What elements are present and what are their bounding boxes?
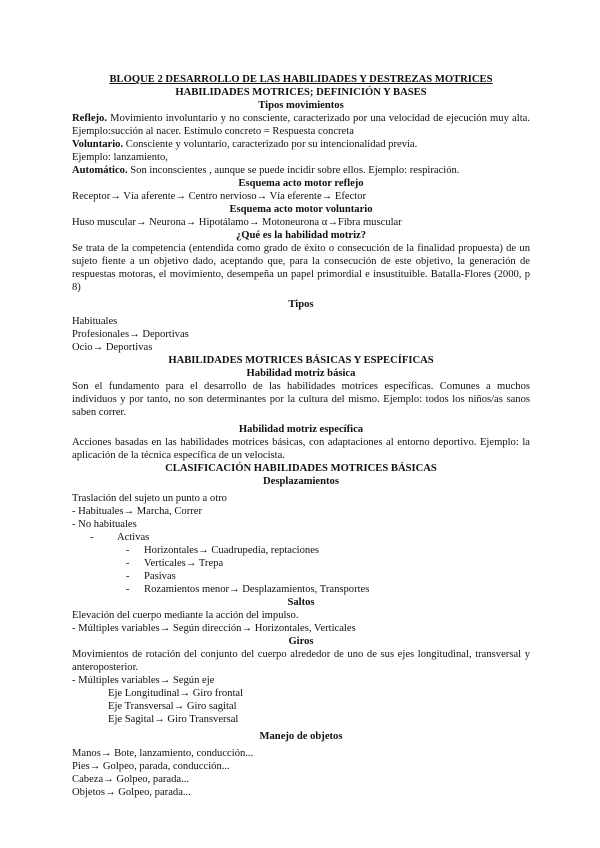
def-automatico: [72, 164, 530, 177]
list-item-sub: [72, 570, 530, 583]
text-voluntario: Consciente y voluntario, caracterizado por su intencionalidad previa.: [123, 139, 418, 150]
giros-item: - Múltiples variables→ Según eje: [72, 675, 215, 686]
que-es-text: Se trata de la competencia (entendida como grado de éxito o consecución de la finalidad propuesta) de un sujeto fiente a un objetivo dado, aceptando que, para la consecución de este objetivo, la generación de respuestas motoras, el movimiento, desempeña un papel primordial e insustituible. Batalla-Flores (2000, p 8): [72, 243, 530, 293]
bullet-mark: -: [90, 532, 94, 543]
bullet-mark: -: [126, 545, 130, 556]
giros-eje: Eje Sagital→ Giro Transversal: [108, 714, 239, 725]
heading-que-es: ¿Qué es la habilidad motriz?: [235, 230, 367, 241]
esquema-reflejo: Receptor→ Vía aferente→ Centro nervioso→ Vía eferente→ Efector: [72, 191, 367, 202]
term-reflejo: Reflejo.: [72, 113, 107, 124]
voluntario-ejemplo: Ejemplo: lanzamiento,: [72, 152, 168, 163]
list-item-label: Rozamientos menor→ Desplazamientos, Transportes: [144, 584, 370, 595]
heading-habilidad-especifica: Habilidad motriz específica: [238, 424, 364, 435]
heading-tipos-movimientos: Tipos movimientos: [258, 100, 344, 111]
text-reflejo: Movimiento involuntario y no consciente, caracterizado por una velocidad de ejecución muy alta. Ejemplo:succión al nacer. Estímulo concreto = Respuesta concreta: [72, 113, 530, 137]
bullet-mark: -: [126, 571, 130, 582]
manejo-item: Cabeza→ Golpeo, parada...: [72, 774, 190, 785]
heading-basicas-especificas: HABILIDADES MOTRICES BÁSICAS Y ESPECÍFICAS: [168, 355, 434, 366]
desplazamientos-item: - No habituales: [72, 519, 137, 530]
heading-desplazamientos: Desplazamientos: [263, 476, 339, 487]
bullet-mark: -: [126, 584, 130, 595]
desplazamientos-item: - Habituales→ Marcha, Correr: [72, 506, 203, 517]
heading-giros: Giros: [288, 636, 314, 647]
document-subtitle: HABILIDADES MOTRICES; DEFINICIÓN Y BASES: [175, 87, 427, 98]
heading-habilidad-basica: Habilidad motriz básica: [246, 368, 356, 379]
heading-esquema-reflejo: Esquema acto motor reflejo: [238, 178, 364, 189]
giros-eje: Eje Longitudinal→ Giro frontal: [108, 688, 244, 699]
saltos-item: - Múltiples variables→ Según dirección→ Horizontales, Verticales: [72, 623, 356, 634]
desplazamientos-intro: Traslación del sujeto un punto a otro: [72, 493, 227, 504]
giros-eje: Eje Transversal→ Giro sagital: [108, 701, 237, 712]
especifica-text: Acciones basadas en las habilidades motrices básicas, con adaptaciones al entorno deportivo. Ejemplo: la aplicación de la técnica específica de un velocista.: [72, 437, 530, 461]
heading-saltos: Saltos: [287, 597, 315, 608]
def-voluntario: [72, 138, 530, 151]
manejo-item: Pies→ Golpeo, parada, conducción...: [72, 761, 230, 772]
list-item-activas: [72, 531, 530, 544]
term-voluntario: Voluntario.: [72, 139, 124, 150]
basica-text: Son el fundamento para el desarrollo de las habilidades motrices específicas. Comunes a muchos individuos y por tanto, no son determinantes por la cultura del mismo. Ejemplo: todos los niños/as sanos saben correr.: [72, 381, 530, 418]
manejo-item: Objetos→ Golpeo, parada...: [72, 787, 191, 798]
list-item-label: Verticales→ Trepa: [144, 558, 224, 569]
tipo-item: Profesionales→ Deportivas: [72, 329, 189, 340]
bullet-mark: -: [126, 558, 130, 569]
document-title: BLOQUE 2 DESARROLLO DE LAS HABILIDADES Y DESTREZAS MOTRICES: [109, 74, 493, 85]
list-item-label: Pasivas: [144, 571, 176, 582]
list-item-sub: [72, 583, 530, 596]
list-item-sub: [72, 557, 530, 570]
list-item-label: Activas: [117, 532, 150, 543]
manejo-item: Manos→ Bote, lanzamiento, conducción...: [72, 748, 254, 759]
esquema-voluntario: Huso muscular→ Neurona→ Hipotálamo→ Motoneurona α→Fibra muscular: [72, 217, 402, 228]
def-reflejo: [72, 112, 530, 138]
list-item-sub: [72, 544, 530, 557]
heading-manejo-objetos: Manejo de objetos: [259, 731, 343, 742]
heading-esquema-voluntario: Esquema acto motor voluntario: [229, 204, 373, 215]
term-automatico: Automático.: [72, 165, 128, 176]
giros-intro: Movimientos de rotación del conjunto del cuerpo alrededor de uno de sus ejes longitudinal, transversal y anteroposterior.: [72, 649, 530, 673]
tipo-item: Ocio→ Deportivas: [72, 342, 153, 353]
heading-tipos: Tipos: [288, 299, 314, 310]
tipo-item: Habituales: [72, 316, 118, 327]
heading-clasificacion: CLASIFICACIÓN HABILIDADES MOTRICES BÁSICAS: [165, 463, 437, 474]
list-item-label: Horizontales→ Cuadrupedia, reptaciones: [144, 545, 320, 556]
saltos-intro: Elevación del cuerpo mediante la acción del impulso.: [72, 610, 299, 621]
text-automatico: Son inconscientes , aunque se puede incidir sobre ellos. Ejemplo: respiración.: [127, 165, 460, 176]
